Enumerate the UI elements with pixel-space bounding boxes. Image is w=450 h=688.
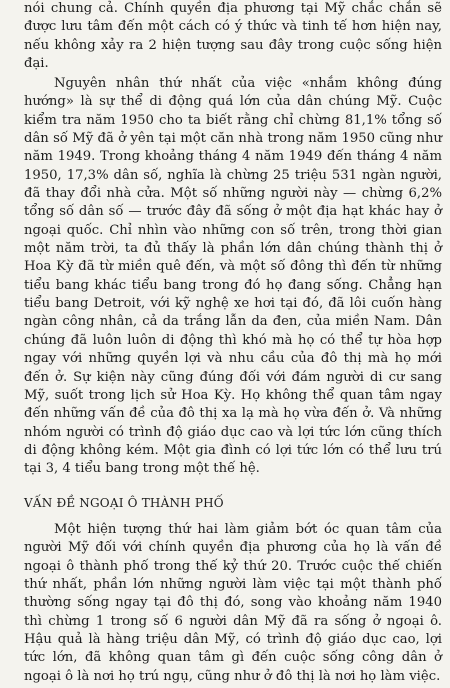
paragraph-suburbs: Một hiện tượng thứ hai làm giảm bớt óc quan tâm của người Mỹ đối với chính quyền địa phương của họ là vấn đề ngoại ô thành phố trong thế kỷ thứ 20. Trước cuộc thế chiến thứ nhất, phần lớn những người làm việc tại một thành phố thường sống ngay tại đô thị đó, song vào khoảng năm 1940 thì chừng 1 trong số 6 người dân Mỹ đã ra sống ở ngoại ô. Hậu quả là hàng triệu dân Mỹ, có trình độ giáo dục cao, lợi tức lớn, đã không quan tâm gì đến cuộc sống công dân ở ngoại ô là nơi họ trú ngụ, cũng như ở đô thị là nơi họ làm việc. — [24, 522, 442, 684]
section-heading: VẤN ĐỀ NGOẠI Ô THÀNH PHỐ — [24, 496, 224, 510]
paragraph-continued: nói chung cả. Chính quyền địa phương tại Mỹ chắc chắn sẽ được lưu tâm đến một cách có ý thức và tinh tế hơn hiện nay, nếu không xảy ra 2 hiện tượng sau đây trong cuộc sống hiện đại. — [24, 1, 442, 72]
paragraph-mobility: Nguyên nhân thứ nhất của việc «nhắm không đúng hướng» là sự thể di động quá lớn của dân chúng Mỹ. Cuộc kiểm tra năm 1950 cho ta biết rằng chỉ chừng 81,1% tổng số dân số Mỹ đã ở yên tại một căn nhà trong năm 1950 cũng như năm 1949. Trong khoảng tháng 4 năm 1949 đến tháng 4 năm 1950, 17,3% dân số, nghĩa là chừng 25 triệu 531 ngàn người, đã thay đổi nhà cửa. Một số những người này — chừng 6,2% tổng số dân số — trước đây đã sống ở một địa hạt khác hay ở ngoại quốc. Chỉ nhìn vào những con số trên, trong thời gian một năm trời, ta đủ thấy là phần lớn dân chúng thành thị ở Hoa Kỳ đã từ miền quê đến, và một số đông thì đến từ những tiểu bang khác tiểu bang trong đó họ đang sống. Chẳng hạn tiểu bang Detroit, với kỹ nghệ xe hơi tại đó, đã lôi cuốn hàng ngàn công nhân, cả da trắng lẫn da đen, của miền Nam. Dân chúng đã luôn luôn di động thì khó mà họ có thể tự hòa hợp ngay với những quyền lợi và nhu cầu của đô thị mà họ mới đến ở. Sự kiện này cũng đúng đối với đám người di cư sang Mỹ, suốt trong lịch sử Hoa Kỳ. Họ không thể quan tâm ngay đến những vấn đề của đô thị xa lạ mà họ vừa đến ở. Và những nhóm người có trình độ giáo dục cao và lợi tức lớn cũng thích di động không kém. Một gia đình có lợi tức lớn có thể lưu trú tại 3, 4 tiểu bang trong một thế hệ. — [24, 76, 442, 477]
